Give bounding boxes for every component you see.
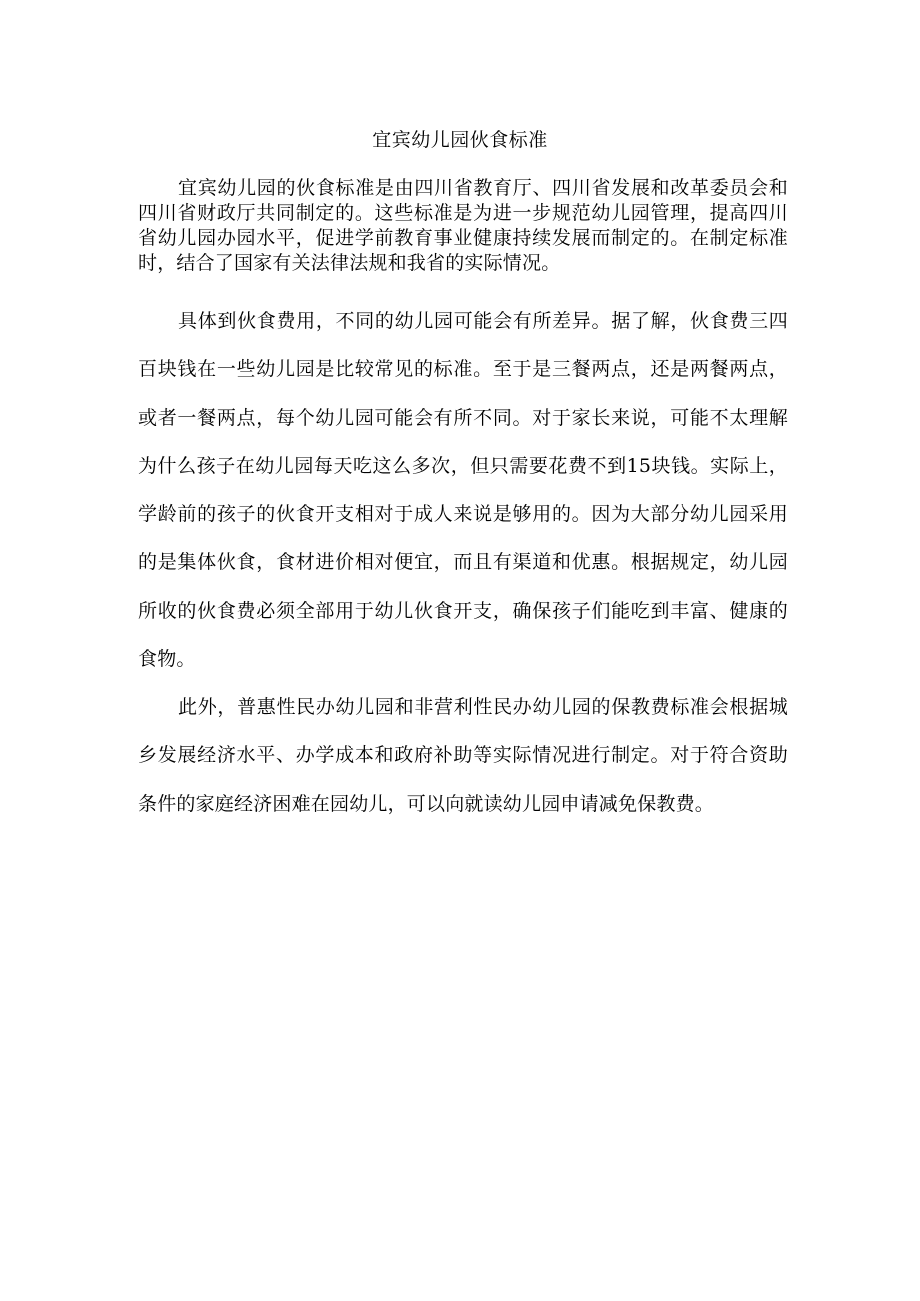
paragraph-1: 宜宾幼儿园的伙食标准是由四川省教育厅、四川省发展和改革委员会和四川省财政厅共同制定的。这些标准是为进一步规范幼儿园管理，提高四川省幼儿园办园水平，促进学前教育事业健康持续发展而制定的。在制定标准时，结合了国家有关法律法规和我省的实际情况。: [138, 177, 788, 274]
paragraph-3: 此外，普惠性民办幼儿园和非营利性民办幼儿园的保教费标准会根据城乡发展经济水平、办学成本和政府补助等实际情况进行制定。对于符合资助条件的家庭经济困难在园幼儿，可以向就读幼儿园申请减免保教费。: [138, 696, 788, 815]
paragraph-2: 具体到伙食费用，不同的幼儿园可能会有所差异。据了解，伙食费三四百块钱在一些幼儿园是比较常见的标准。至于是三餐两点，还是两餐两点，或者一餐两点，每个幼儿园可能会有所不同。对于家长来说，可能不太理解为什么孩子在幼儿园每天吃这么多次，但只需要花费不到15块钱。实际上，学龄前的孩子的伙食开支相对于成人来说是够用的。因为大部分幼儿园采用的是集体伙食，食材进价相对便宜，而且有渠道和优惠。根据规定，幼儿园所收的伙食费必须全部用于幼儿伙食开支，确保孩子们能吃到丰富、健康的食物。: [138, 310, 788, 671]
page-title: 宜宾幼儿园伙食标准: [372, 129, 548, 151]
